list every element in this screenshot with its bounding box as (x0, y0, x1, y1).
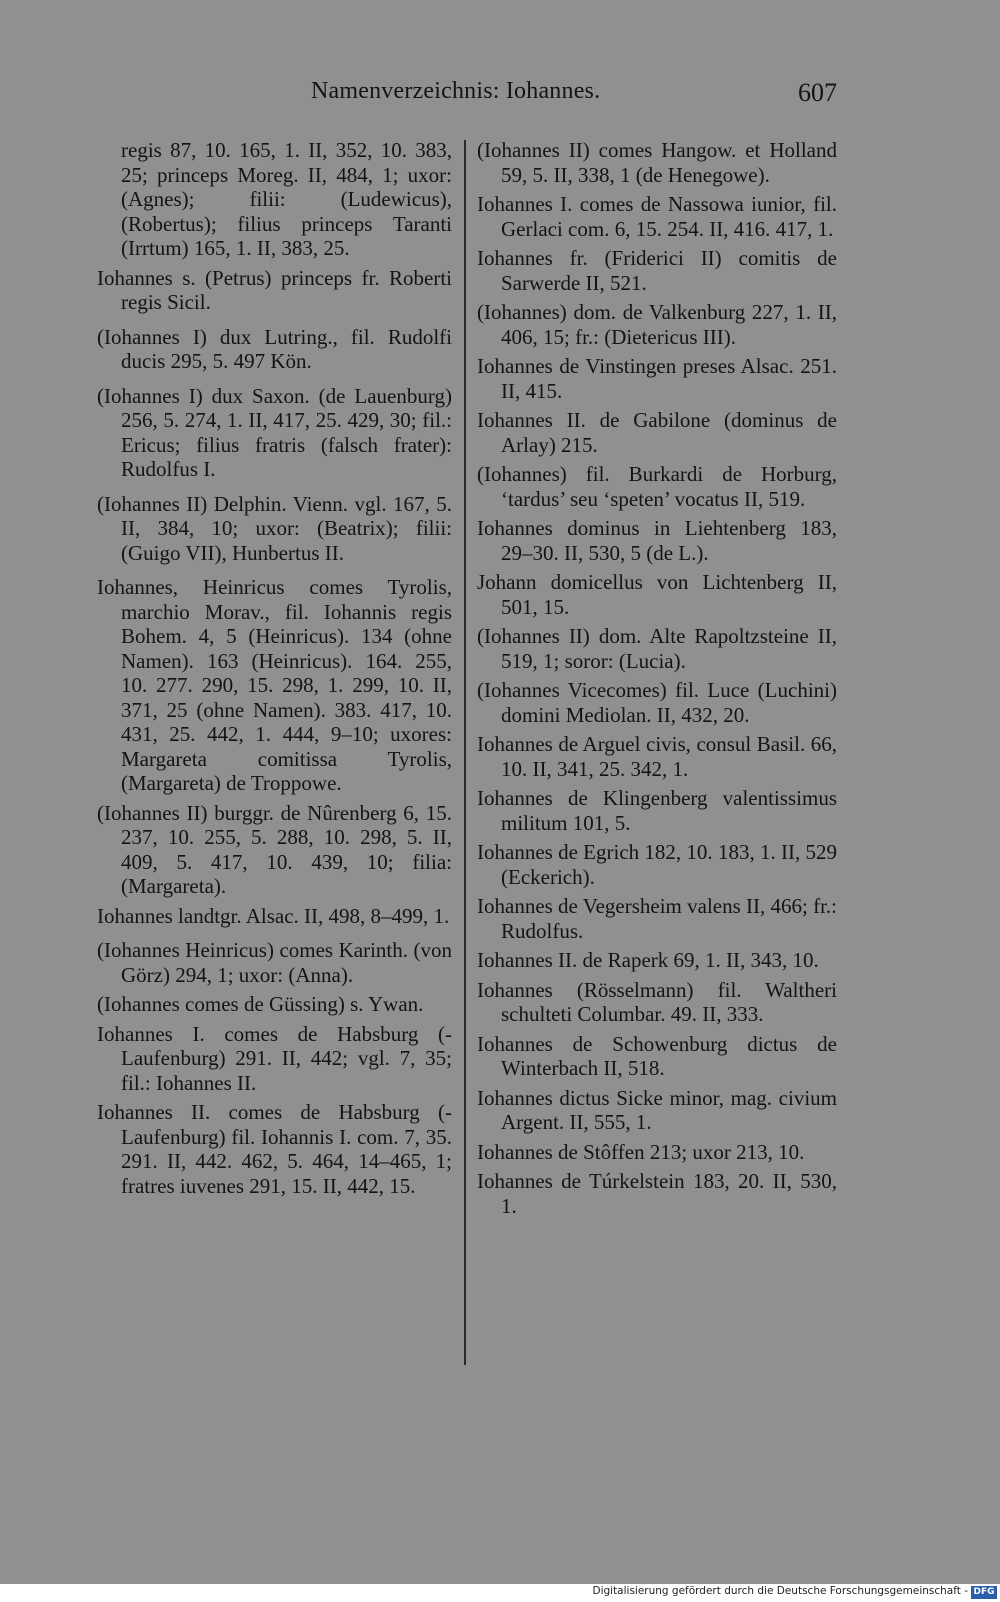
footer-credit: Digitalisierung gefördert durch die Deutsche Forschungsgemeinschaft - (592, 1585, 968, 1597)
index-entry: Iohannes de Schowenburg dictus de Winterbach II, 518. (477, 1031, 837, 1080)
index-entry: Iohannes de Stôffen 213; uxor 213, 10. (477, 1139, 805, 1164)
index-entry: Iohannes de Klingenberg valentissimus militum 101, 5. (477, 786, 837, 835)
index-entry: (Iohannes Heinricus) comes Karinth. (von Görz) 294, 1; uxor: (Anna). (97, 938, 452, 987)
index-entry: Iohannes de Egrich 182, 10. 183, 1. II, 529 (Eckerich). (477, 840, 837, 889)
index-entry: Iohannes de Vegersheim valens II, 466; fr.: Rudolfus. (477, 894, 838, 943)
index-entry: Iohannes II. de Gabilone (dominus de Arlay) 215. (477, 408, 837, 457)
index-entry: (Iohannes II) Delphin. Vienn. vgl. 167, 5. II, 384, 10; uxor: (Beatrix); filii: (Guigo VII), Hunbertus II. (97, 491, 452, 565)
footer-bar (0, 1584, 1000, 1602)
index-entry: (Iohannes I) dux Lutring., fil. Rudolfi ducis 295, 5. 497 Kön. (97, 324, 452, 373)
index-entry: (Iohannes Vicecomes) fil. Luce (Luchini) domini Mediolan. II, 432, 20. (477, 678, 837, 727)
index-entry: Iohannes I. comes de Habsburg (-Laufenburg) 291. II, 442; vgl. 7, 35; fil.: Iohannes II. (97, 1021, 452, 1095)
left-column (97, 138, 452, 1203)
index-entry: (Iohannes II) burggr. de Nûrenberg 6, 15. 237, 10. 255, 5. 288, 10. 298, 5. II, 409, 5. 417, 10. 439, 10; filia: (Margareta). (97, 800, 452, 898)
index-entry: (Iohannes II) comes Hangow. et Holland 59, 5. II, 338, 1 (de Henegowe). (477, 138, 837, 187)
index-entry: Iohannes s. (Petrus) princeps fr. Roberti regis Sicil. (97, 265, 452, 314)
index-entry: (Iohannes) dom. de Valkenburg 227, 1. II, 406, 15; fr.: (Dietericus III). (477, 300, 837, 349)
index-entry: Iohannes II. de Raperk 69, 1. II, 343, 10. (477, 948, 819, 972)
index-entry: Iohannes de Arguel civis, consul Basil. 66, 10. II, 341, 25. 342, 1. (477, 732, 837, 781)
index-entry: Iohannes II. comes de Habsburg (-Laufenburg) fil. Iohannis I. com. 7, 35. 291. II, 442. 462, 5. 464, 14–465, 1; fratres iuvenes 291, 15. II, 442, 15. (97, 1100, 452, 1198)
running-title: Namenverzeichnis: Iohannes. (311, 78, 601, 104)
index-entry: Iohannes I. comes de Nassowa iunior, fil. Gerlaci com. 6, 15. 254. II, 416. 417, 1. (477, 192, 837, 241)
index-entry: Johann domicellus von Lichtenberg II, 501, 15. (477, 570, 837, 619)
dfg-logo-icon: DFG (971, 1586, 997, 1599)
right-column (477, 138, 837, 1223)
index-entry: Iohannes fr. (Friderici II) comitis de Sarwerde II, 521. (477, 246, 837, 295)
index-entry: Iohannes dominus in Liehtenberg 183, 29–30. II, 530, 5 (de L.). (477, 516, 837, 565)
index-entry: Iohannes de Túrkelstein 183, 20. II, 530, 1. (477, 1169, 837, 1218)
column-divider (464, 140, 466, 1365)
index-entry: (Iohannes) fil. Burkardi de Horburg, ‘tardus’ seu ‘speten’ vocatus II, 519. (477, 462, 837, 511)
page-number: 607 (798, 78, 837, 107)
index-entry: Iohannes (Rösselmann) fil. Waltheri schulteti Columbar. 49. II, 333. (477, 977, 837, 1026)
index-entry: regis 87, 10. 165, 1. II, 352, 10. 383, 25; princeps Moreg. II, 484, 1; uxor: (Agnes); filii: (Ludewicus), (Robertus); filius princeps Taranti (Irrtum) 165, 1. II, 383, 25. (121, 138, 452, 260)
index-entry: (Iohannes I) dux Saxon. (de Lauenburg) 256, 5. 274, 1. II, 417, 25. 429, 30; fil.: Ericus; filius fratris (falsch frater): Rudolfus I. (97, 383, 452, 481)
index-entry: (Iohannes II) dom. Alte Rapoltzsteine II, 519, 1; soror: (Lucia). (477, 624, 837, 673)
index-entry: Iohannes, Heinricus comes Tyrolis, marchio Morav., fil. Iohannis regis Bohem. 4, 5 (Heinricus). 134 (ohne Namen). 163 (Heinricus). 164. 255, 10. 277. 290, 15. 298, 1. 299, 10. II, 371, 25 (ohne Namen). 383. 417, 10. 431, 25. 442, 1. 444, 9–10; uxores: Margareta comitissa Tyrolis, (Margareta) de Troppowe. (97, 575, 452, 795)
index-entry: Iohannes de Vinstingen preses Alsac. 251. II, 415. (477, 354, 837, 403)
page-header (97, 78, 837, 112)
index-entry: Iohannes dictus Sicke minor, mag. civium Argent. II, 555, 1. (477, 1085, 837, 1134)
index-entry: (Iohannes comes de Güssing) s. Ywan. (97, 992, 424, 1016)
index-entry: Iohannes landtgr. Alsac. II, 498, 8–499, 1. (97, 903, 450, 928)
